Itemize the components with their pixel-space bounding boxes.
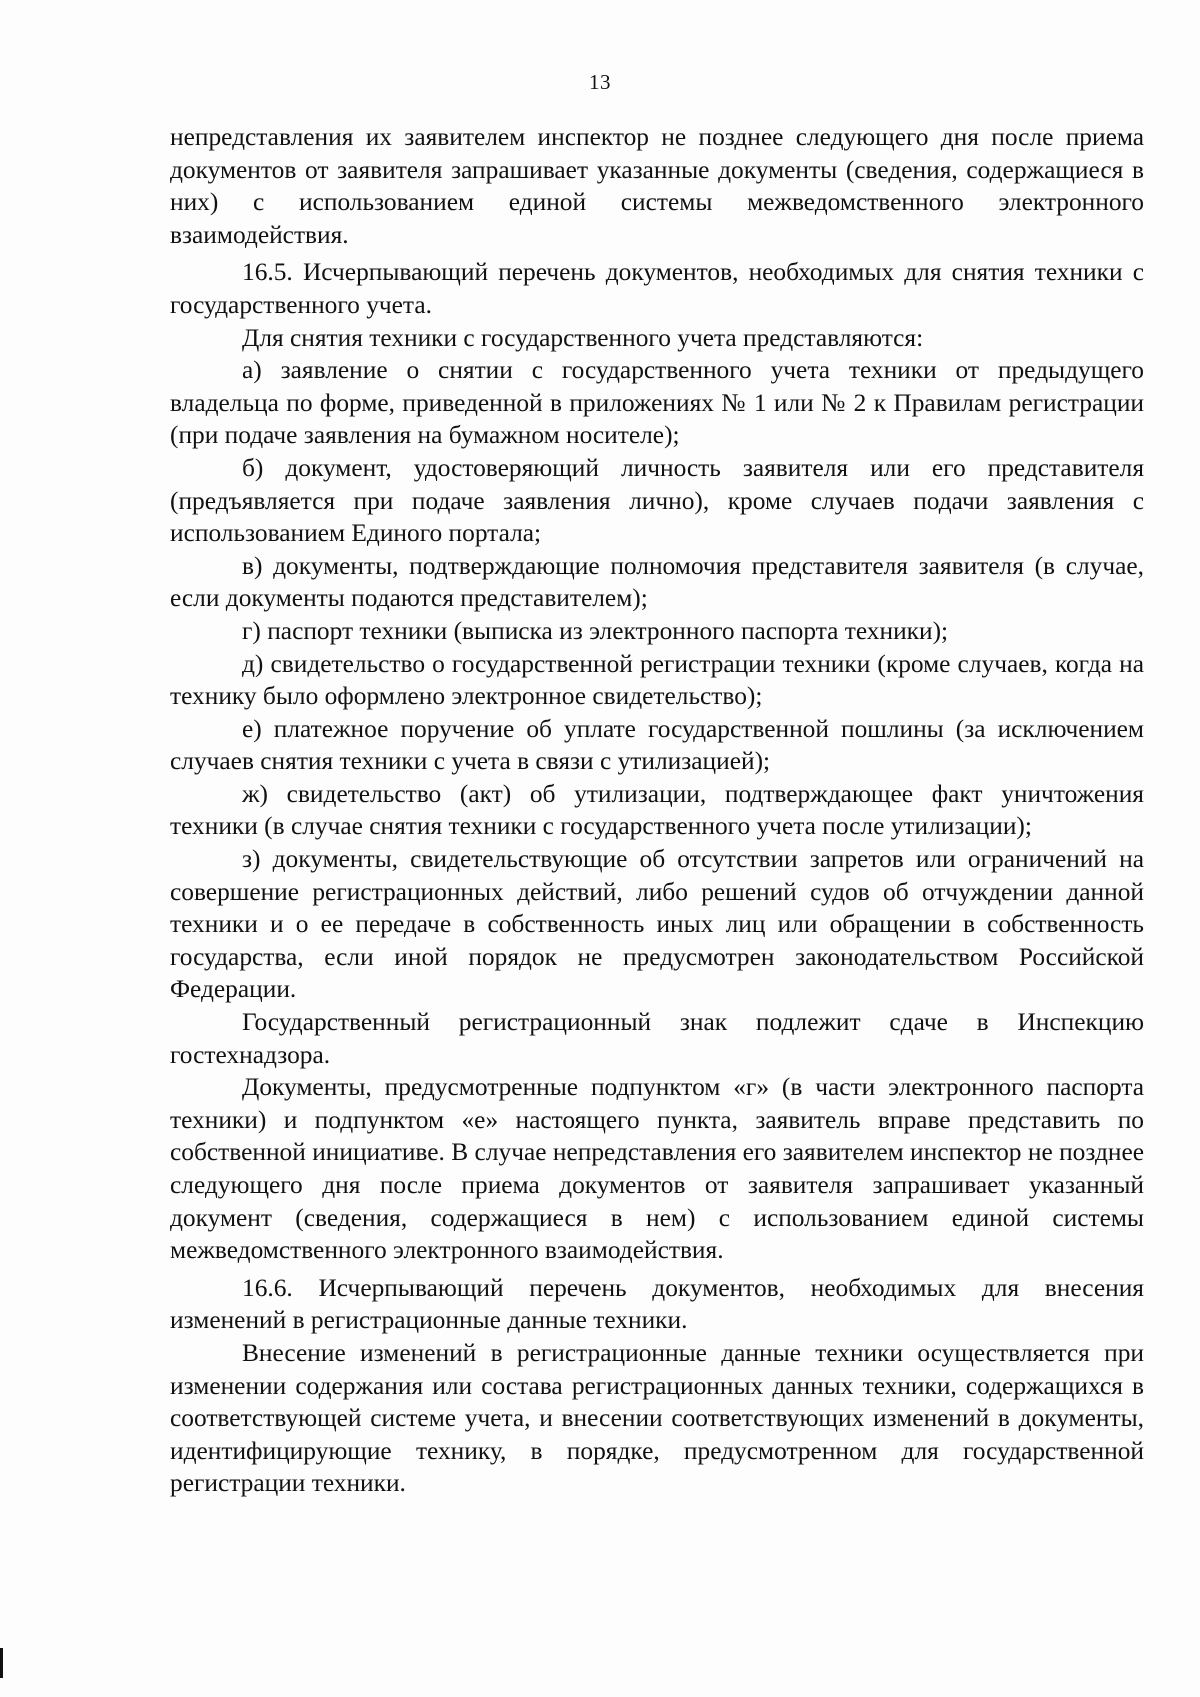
scan-edge-mark (0, 1648, 3, 1678)
paragraph-intro-list: Для снятия техники с государственного учета представляются: (242, 323, 924, 352)
paragraph-own-initiative: Документы, предусмотренные подпунктом «г» (в части электронного паспорта техники) и подпунктом «е» настоящего пункта, заявитель вправе представить по собственной инициативе. В случае непредставления его заявителем инспектор не позднее следующего дня после приема документов от заявителя запрашивает указанный документ (сведения, содержащиеся в нем) с использованием единой системы межведомственного электронного взаимодействия. (170, 1073, 1144, 1265)
list-item-zh: ж) свидетельство (акт) об утилизации, подтверждающее факт уничтожения техники (в случае снятия техники с государственного учета после утилизации); (170, 779, 1144, 841)
list-item-g: г) паспорт техники (выписка из электронного паспорта техники); (242, 616, 949, 645)
page-number: 13 (589, 70, 611, 94)
list-item-v: в) документы, подтверждающие полномочия представителя заявителя (в случае, если документы подаются представителем); (170, 551, 1144, 613)
paragraph-registration-sign: Государственный регистрационный знак подлежит сдаче в Инспекцию гостехнадзора. (170, 1008, 1144, 1069)
list-item-e: е) платежное поручение об уплате государственной пошлины (за исключением случаев снятия техники с учета в связи с утилизацией); (170, 714, 1144, 776)
paragraph-continuation: непредставления их заявителем инспектор не позднее следующего дня после приема документов от заявителя запрашивает указанные документы (сведения, содержащиеся в них) с использованием единой системы межведомственного электронного взаимодействия. (170, 123, 1144, 249)
list-item-d: д) свидетельство о государственной регистрации техники (кроме случаев, когда на технику было оформлено электронное свидетельство); (170, 649, 1144, 711)
paragraph-changes: Внесение изменений в регистрационные данные техники осуществляется при изменении содержания или состава регистрационных данных техники, содержащихся в соответствующей системе учета, и внесении соответствующих изменений в документы, идентифицирующие технику, в порядке, предусмотренном для государственной регистрации техники. (170, 1338, 1144, 1498)
section-heading-16-6: 16.6. Исчерпывающий перечень документов, необходимых для внесения изменений в регистрационные данные техники. (170, 1273, 1144, 1335)
section-heading-16-5: 16.5. Исчерпывающий перечень документов, необходимых для снятия техники с государственного учета. (170, 258, 1144, 319)
list-item-b: б) документ, удостоверяющий личность заявителя или его представителя (предъявляется при подаче заявления лично), кроме случаев подачи заявления с использованием Единого портала; (170, 453, 1144, 548)
list-item-a: а) заявление о снятии с государственного учета техники от предыдущего владельца по форме, приведенной в приложениях № 1 или № 2 к Правилам регистрации (при подаче заявления на бумажном носителе); (170, 356, 1144, 450)
list-item-z: з) документы, свидетельствующие об отсутствии запретов или ограничений на совершение регистрационных действий, либо решений судов об отчуждении данной техники и о ее передаче в собственность иных лиц или обращении в собственность государства, если иной порядок не предусмотрен законодательством Российской Федерации. (170, 845, 1144, 1004)
document-body (170, 121, 1144, 1500)
